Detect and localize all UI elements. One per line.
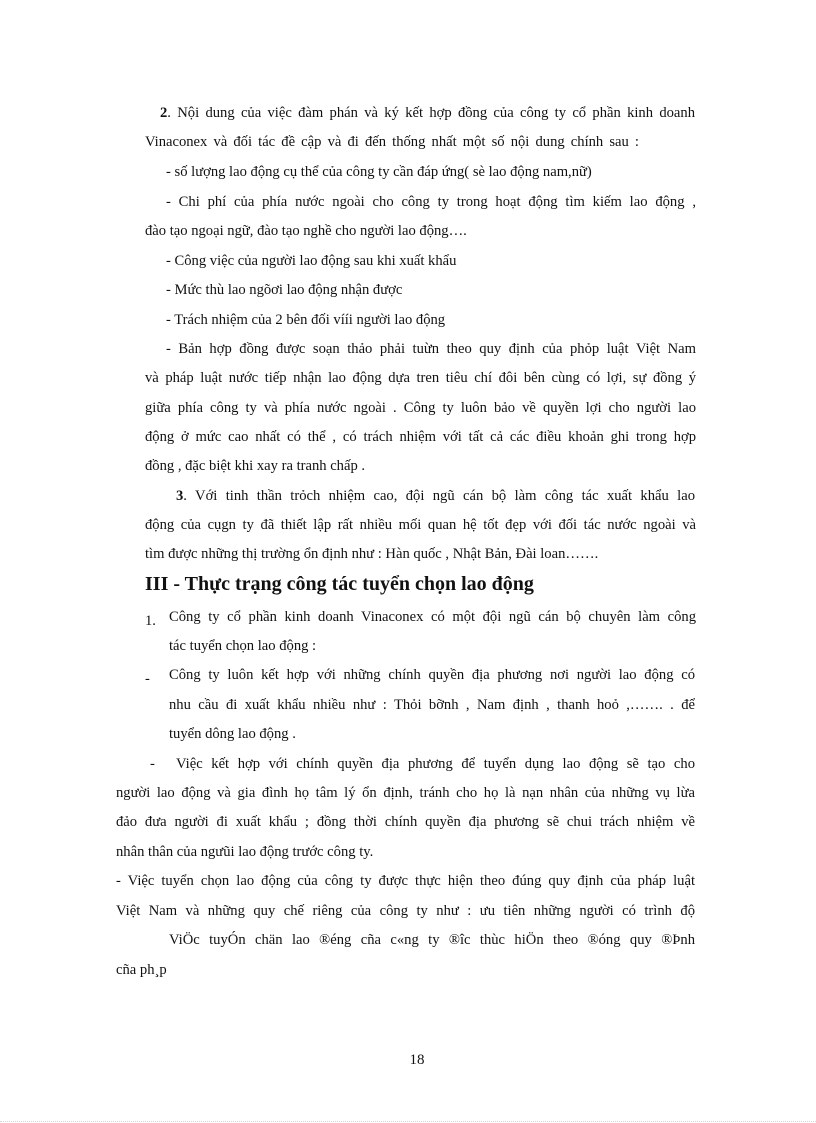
item-2-line-2: nhu cầu đi xuất khẩu nhiều như : Thỏi bỡnh , Nam định , thanh hoỏ ,……. . để	[169, 697, 695, 713]
section3-number: 3	[176, 488, 184, 504]
section2-line-6: - Công việc của người lao động sau khi xuất khẩu	[166, 253, 457, 269]
item-1-line-1: Công ty cổ phần kinh doanh Vinaconex có một đội ngũ cán bộ chuyên làm công	[169, 609, 696, 625]
section2-line-10: và pháp luật nước tiếp nhận lao động dựa tren tiêu chí đôi bên cùng có lợi, sự đồng ý	[145, 370, 696, 386]
item-1-marker: 1.	[145, 613, 156, 629]
section3-line-2: động của cụgn ty đã thiết lập rất nhiều mối quan hệ tốt đẹp với đối tác nước ngoài và	[145, 517, 696, 533]
page-number: 18	[409, 1052, 425, 1068]
item-3-line-2: người lao động và gia đình họ tâm lý ổn định, tránh cho họ là nạn nhân của những vụ lừa	[116, 785, 695, 801]
section3-line-3: tìm được những thị trường ổn định như : Hàn quốc , Nhật Bản, Đài loan…….	[145, 546, 599, 562]
item-2-marker: -	[145, 671, 150, 687]
item-4-line-1: - Việc tuyển chọn lao động của công ty được thực hiện theo đúng quy định của pháp luật	[116, 873, 695, 889]
section2-number: 2	[160, 105, 168, 121]
section2-line-8: - Trách nhiệm của 2 bên đối vííi người lao động	[166, 312, 446, 328]
section2-line-11: giữa phía công ty và phía nước ngoài . Công ty luôn bảo về quyền lợi cho người lao	[145, 400, 696, 416]
section2-line-13: đồng , đặc biệt khi xay ra tranh chấp .	[145, 458, 366, 474]
section-heading: III - Thực trạng công tác tuyển chọn lao động	[145, 573, 534, 595]
garbled-line-2: cña ph¸p	[116, 962, 167, 978]
item-2-line-3: tuyển dông lao động .	[169, 726, 296, 742]
item-3-line-4: nhân thân của ngưũi lao động trước công ty.	[116, 844, 374, 860]
item-4-line-2: Việt Nam và những quy chế riêng của công ty như : ưu tiên những người có trình độ	[116, 903, 695, 919]
item-2-line-1: Công ty luôn kết hợp với những chính quyền địa phương nơi người lao động có	[169, 667, 695, 683]
section2-line-5: đào tạo ngoại ngữ, đào tạo nghề cho người lao động….	[145, 223, 467, 239]
item-3-marker: -	[150, 756, 155, 772]
item-3-line-3: đảo đưa người đi xuất khẩu ; đồng thời chính quyền địa phương sẽ chui trách nhiệm về	[116, 814, 695, 830]
section2-line-4: - Chi phí của phía nước ngoài cho công ty trong hoạt động tìm kiếm lao động ,	[166, 194, 696, 210]
page-bottom-divider	[0, 1121, 816, 1122]
section2-line-3: - số lượng lao động cụ thể của công ty cần đáp ứng( sè lao động nam,nữ)	[166, 164, 592, 180]
section2-line-2: Vinaconex và đối tác đề cập và đi đến thống nhất một số nội dung chính sau :	[145, 134, 639, 150]
section2-line-7: - Mức thù lao ngõơi lao động nhận được	[166, 282, 403, 298]
section2-line-1: 2. Nội dung của việc đàm phán và ký kết hợp đồng của công ty cổ phần kinh doanh	[160, 105, 695, 121]
item-3-line-1: Việc kết hợp với chính quyền địa phương để tuyển dụng lao động sẽ tạo cho	[176, 756, 695, 772]
garbled-line-1: ViÖc tuyÓn chän lao ®éng cña c«ng ty ®îc thùc hiÖn theo ®óng quy ®Þnh	[169, 932, 695, 948]
item-1-line-2: tác tuyển chọn lao động :	[169, 638, 317, 654]
section2-line-12: động ở mức cao nhất có thể , có trách nhiệm với tất cả các điều khoản ghi trong hợp	[145, 429, 696, 445]
section3-line-1: 3. Với tinh thần trỏch nhiệm cao, đội ngũ cán bộ làm công tác xuất khẩu lao	[176, 488, 695, 504]
section2-line-9: - Bản hợp đồng được soạn thảo phải tuừn theo quy định của phỏp luật Việt Nam	[166, 341, 696, 357]
